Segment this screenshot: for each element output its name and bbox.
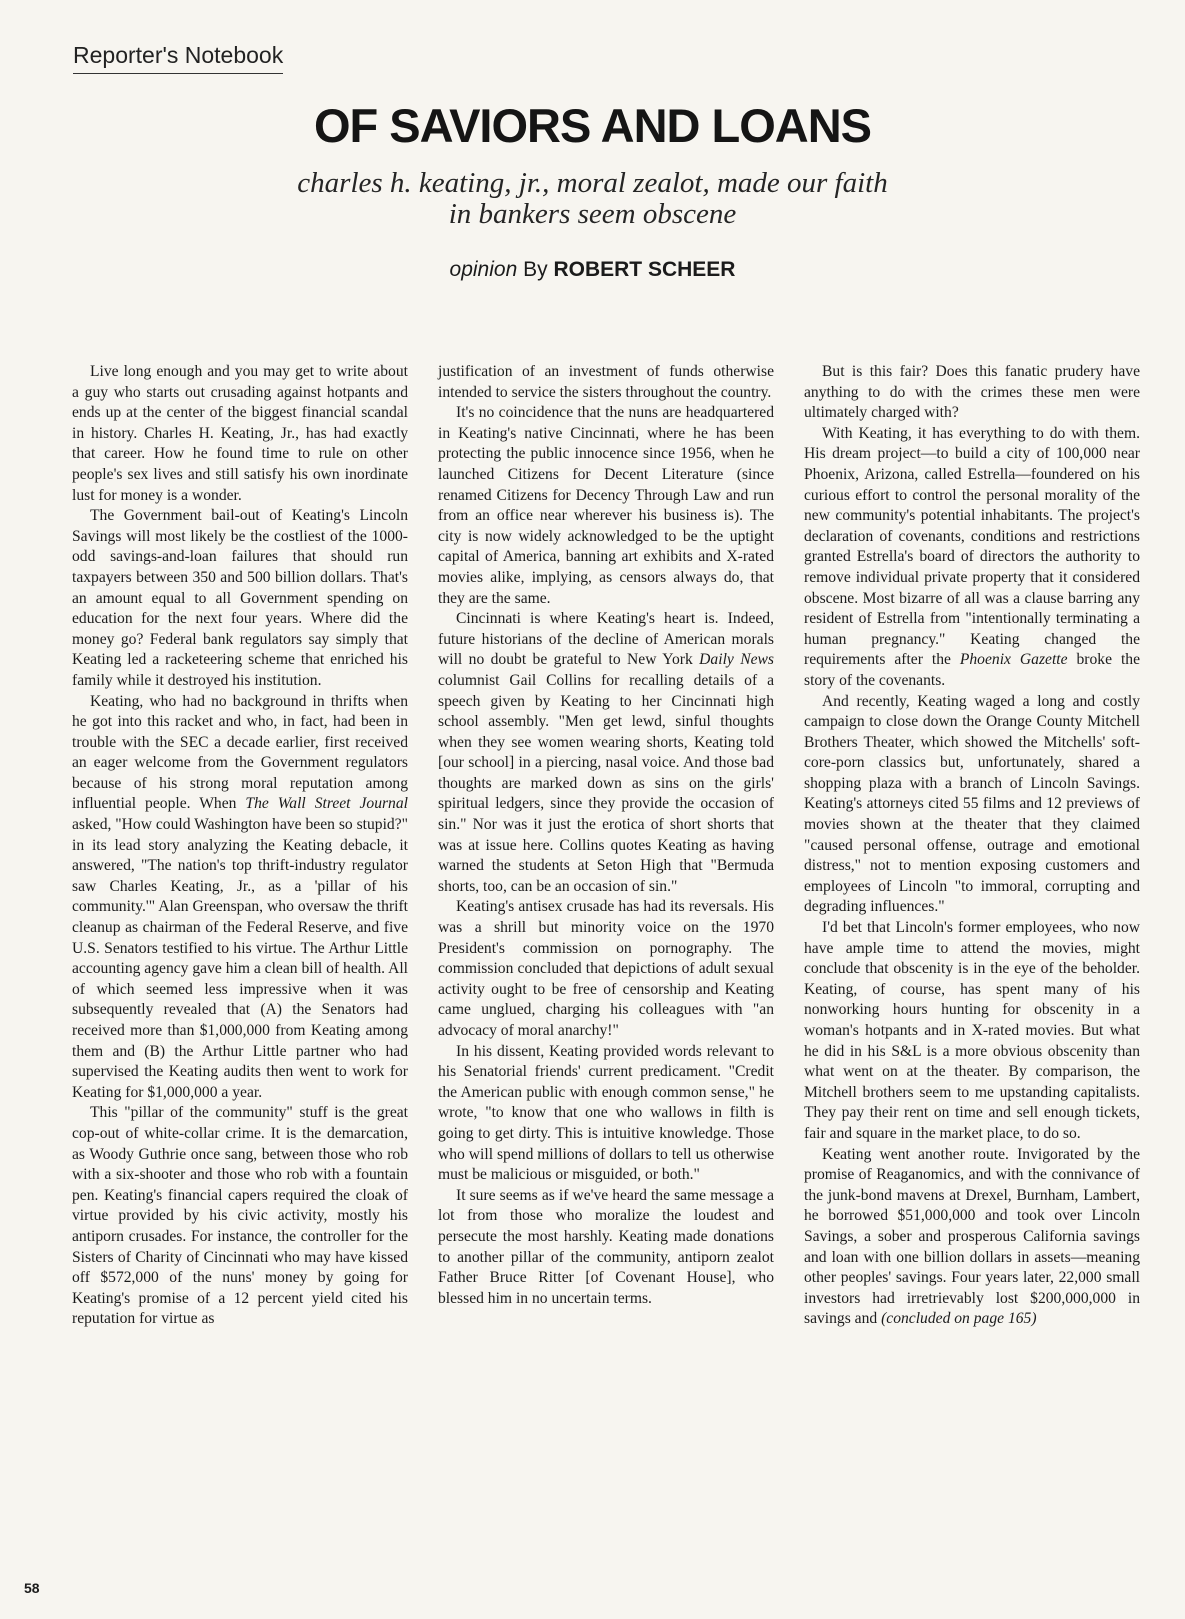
column-2: [438, 362, 774, 1330]
byline: [0, 258, 1185, 282]
publication-title: Phoenix Gazette: [959, 651, 1068, 669]
paragraph: justification of an investment of funds otherwise intended to service the sisters throughout the country.: [438, 363, 774, 401]
column-3: [804, 362, 1140, 1330]
paragraph: It sure seems as if we've heard the same message a lot from those who moralize the loudest and persecute the most harshly. Keating made donations to another pillar of the community, antiporn zealot Father Bruce Ritter [of Covenant House], who blessed him in no uncertain terms.: [438, 1186, 774, 1307]
byline-author: ROBERT SCHEER: [553, 258, 736, 281]
text-run: asked, "How could Washington have been so stupid?" in its lead story analyzing the Keating debacle, it answered, "The nation's top thrift-industry regulator saw Charles Keating, Jr., as a 'pillar of his community.'" Alan Greenspan, who oversaw the thrift cleanup as chairman of the Federal Reserve, and five U.S. Senators testified to his virtue. The Arthur Little accounting agency gave him a clean bill of health. All of which seemed less impressive when it was subsequently revealed that (A) the Senators had received more than $1,000,000 from Keating among them and (B) the Arthur Little partner who had supervised the Keating audits then went to work for Keating for $1,000,000 a year.: [72, 816, 409, 1101]
deck: [0, 168, 1185, 230]
paragraph: In his dissent, Keating provided words relevant to his Senatorial friends' current predicament. "Credit the American public with enough common sense," he wrote, "to know that one who wallows in filth is going to get dirty. This is intuitive knowledge. Those who will spend millions of dollars to tell us otherwise must be malicious or misguided, or both.": [438, 1042, 774, 1184]
paragraph: And recently, Keating waged a long and costly campaign to close down the Orange County Mitchell Brothers Theater, which showed the Mitchells' soft-core-porn classics but, unfortunately, shared a shopping plaza with a branch of Lincoln Savings. Keating's attorneys cited 55 films and 12 previews of movies shown at the theater that they claimed "caused personal offense, outrage and emotional distress," not to mention exposing customers and employees of Lincoln "to immoral, corrupting and degrading influences.": [804, 692, 1140, 916]
text-run: columnist Gail Collins for recalling details of a speech given by Keating to her Cincinnati high school assembly. "Men get lewd, sinful thoughts when they see women wearing shorts, Keating told [our school] in a piercing, nasal voice. And those bad thoughts are marked down as sins on the girls' spiritual ledgers, since they provide the occasion of sin." Nor was it just the erotica of short shorts that was at issue here. Collins quotes Keating as having warned the students at Seton High that "Bermuda shorts, too, can be an occasion of sin.": [438, 671, 774, 895]
byline-kind: opinion: [449, 258, 518, 281]
paragraph: [804, 424, 1140, 692]
paragraph: [72, 692, 408, 1104]
publication-title: Daily News: [699, 651, 774, 669]
headline: OF SAVIORS AND LOANS: [313, 99, 872, 152]
paragraph: Keating's antisex crusade has had its reversals. His was a shrill but minority voice on the 1970 President's commission on pornography. The commission concluded that depictions of adult sexual activity ought to be free of censorship and Keating came unglued, charging his colleagues with "an advocacy of moral anarchy!": [438, 898, 774, 1039]
paragraph: I'd bet that Lincoln's former employees, who now have ample time to attend the movies, might conclude that obscenity is in the eye of the beholder. Keating, of course, has spent many of his nonworking hours hunting for obscenity in a woman's hotpants and in X-rated movies. But what he did in his S&L is a more obvious obscenity than what went on at the theater. By comparison, the Mitchell brothers seem to me upstanding capitalists. They pay their rent on time and sell enough tickets, fair and square in the market place, to do so.: [804, 919, 1140, 1142]
paragraph: [438, 609, 774, 897]
article-body: [72, 362, 1140, 1330]
text-run: broke the story of the covenants.: [804, 651, 1140, 689]
paragraph: Live long enough and you may get to write about a guy who starts out crusading against hotpants and ends up at the center of the biggest financial scandal in history. Charles H. Keating, Jr., has had exactly that career. How he found time to rule on other people's sex lives and still satisfy his own inordinate lust for money is a wonder.: [72, 363, 408, 504]
byline-by: By: [523, 258, 548, 281]
paragraph: The Government bail-out of Keating's Lincoln Savings will most likely be the costliest of the 1000-odd savings-and-loan failures that should run taxpayers between 350 and 500 billion dollars. That's an amount equal to all Government spending on education for the next four years. Where did the money go? Federal bank regulators say simply that Keating led a racketeering scheme that enriched his family while it destroyed his institution.: [72, 507, 408, 689]
paragraph: This "pillar of the community" stuff is the great cop-out of white-collar crime. It is the demarcation, as Woody Guthrie once sang, between those who rob with a six-shooter and those who rob with a fountain pen. Keating's financial capers required the cloak of virtue provided by his civic activity, mostly his antiporn crusades. For instance, the controller for the Sisters of Charity of Cincinnati who may have kissed off $572,000 of the nuns' money by going for Keating's promise of a 12 percent yield cited his reputation for virtue as: [72, 1104, 408, 1328]
section-label: Reporter's Notebook: [73, 42, 283, 74]
text-run: Keating, who had no background in thrifts when he got into this racket and who, in fact, had been in trouble with the SEC a decade earlier, first received an eager welcome from the Government regulators because of his strong moral reputation among influential people. When: [72, 692, 408, 813]
deck-line: in bankers seem obscene: [448, 198, 737, 230]
paragraph: [804, 1145, 1140, 1330]
page-number: 58: [24, 1580, 40, 1596]
text-run: Cincinnati is where Keating's heart is. Indeed, future historians of the decline of American morals will no doubt be grateful to New York: [438, 610, 774, 669]
paragraph: It's no coincidence that the nuns are headquartered in Keating's native Cincinnati, where he has been protecting the public innocence since 1956, when he launched Citizens for Decent Literature (since renamed Citizens for Decency Through Law and run from an office near wherever his business is). The city is now widely acknowledged to be the uptight capital of America, banning art exhibits and X-rated movies alike, implying, as censors always do, that they are the same.: [438, 404, 774, 607]
text-run: Keating went another route. Invigorated by the promise of Reaganomics, and with the connivance of the junk-bond mavens at Drexel, Burnham, Lambert, he borrowed $51,000,000 and took over Lincoln Savings, a sober and prosperous California savings and loan with one billion dollars in assets—meaning other peoples' savings. Four years later, 22,000 small investors had irretrievably lost $200,000,000 in savings and: [804, 1145, 1140, 1328]
text-run: With Keating, it has everything to do with them. His dream project—to build a city of 100,000 near Phoenix, Arizona, called Estrella—foundered on his curious effort to control the personal morality of the new community's potential inhabitants. The project's declaration of covenants, conditions and restrictions granted Estrella's board of directors the authority to remove individual private property that it considered obscene. Most bizarre of all was a clause barring any resident of Estrella from "intentionally terminating a human pregnancy." Keating changed the requirements after the: [804, 424, 1140, 669]
deck-line: charles h. keating, jr., moral zealot, made our faith: [297, 167, 888, 199]
publication-title: The Wall Street Journal: [245, 795, 408, 813]
column-1: [72, 362, 408, 1330]
paragraph: But is this fair? Does this fanatic prudery have anything to do with the crimes these men were ultimately charged with?: [804, 363, 1140, 422]
jump-line: (concluded on page 165): [881, 1310, 1037, 1328]
